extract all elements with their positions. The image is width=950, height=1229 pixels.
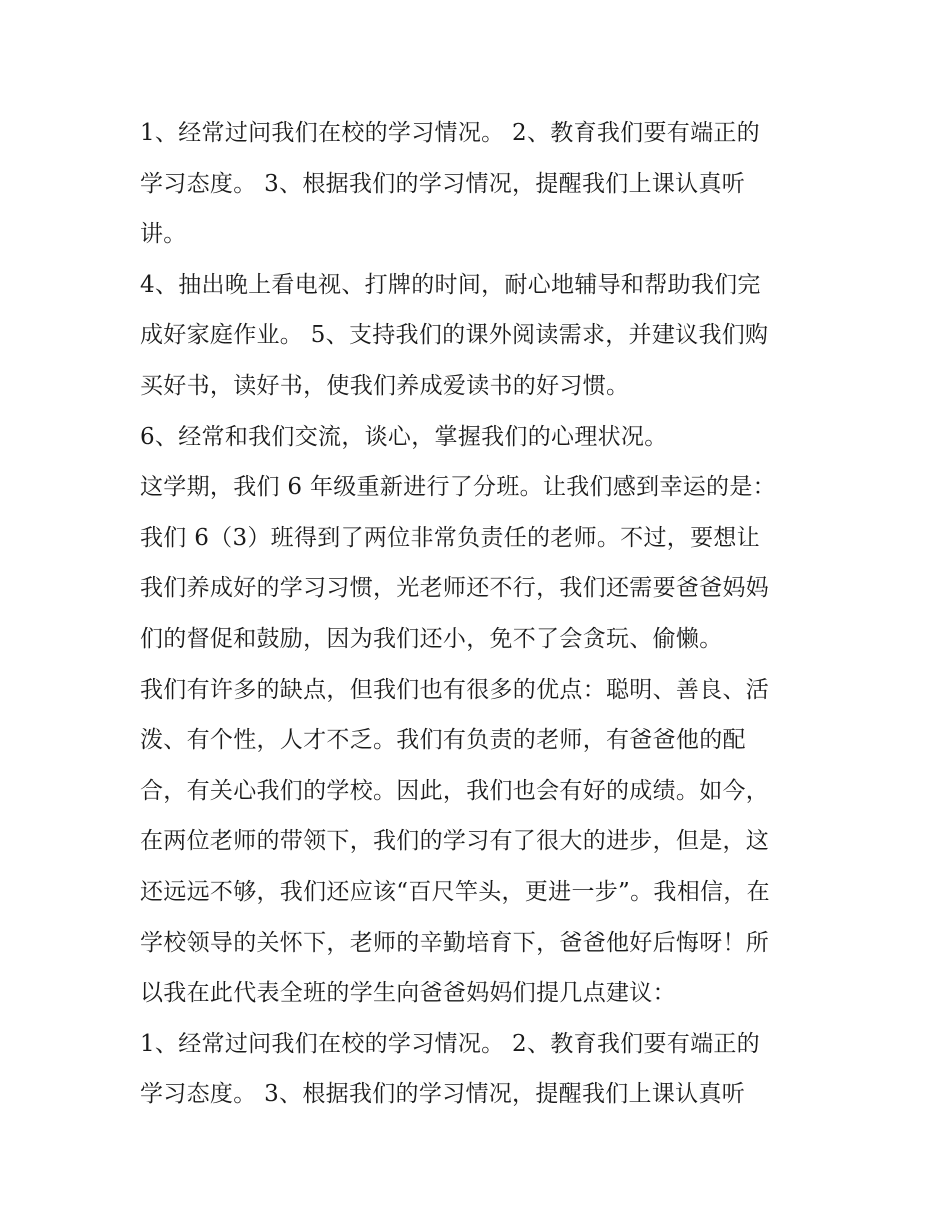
text-line: 这学期，我们 6 年级重新进行了分班。让我们感到幸运的是： bbox=[140, 474, 776, 501]
text-line: 泼、有个性，人才不乏。我们有负责的老师，有爸爸他的配 bbox=[140, 727, 746, 754]
text-line: 学习态度。 3、根据我们的学习情况，提醒我们上课认真听 bbox=[140, 170, 746, 197]
text-line: 6、经常和我们交流，谈心，掌握我们的心理状况。 bbox=[140, 423, 668, 450]
text-line: 买好书，读好书，使我们养成爱读书的好习惯。 bbox=[140, 372, 630, 399]
text-line: 以我在此代表全班的学生向爸爸妈妈们提几点建议： bbox=[140, 980, 676, 1007]
text-line: 讲。 bbox=[140, 221, 187, 248]
document-body bbox=[140, 108, 830, 1120]
text-line: 在两位老师的带领下，我们的学习有了很大的进步，但是，这 bbox=[140, 828, 770, 855]
text-line: 学习态度。 3、根据我们的学习情况，提醒我们上课认真听 bbox=[140, 1081, 746, 1108]
text-line: 合，有关心我们的学校。因此，我们也会有好的成绩。如今， bbox=[140, 777, 770, 804]
text-line: 我们 6（3）班得到了两位非常负责任的老师。不过，要想让 bbox=[140, 524, 760, 551]
text-line: 还远远不够，我们还应该“百尺竿头，更进一步”。我相信，在 bbox=[140, 878, 770, 905]
text-line: 我们养成好的学习习惯，光老师还不行，我们还需要爸爸妈妈 bbox=[140, 575, 770, 602]
text-line: 1、经常过问我们在校的学习情况。 2、教育我们要有端正的 bbox=[140, 120, 760, 146]
text-line: 们的督促和鼓励，因为我们还小，免不了会贪玩、偷懒。 bbox=[140, 625, 723, 652]
text-line: 4、抽出晚上看电视、打牌的时间，耐心地辅导和帮助我们完 bbox=[140, 271, 761, 298]
text-line: 成好家庭作业。 5、支持我们的课外阅读需求，并建议我们购 bbox=[140, 322, 769, 349]
text-line: 1、经常过问我们在校的学习情况。 2、教育我们要有端正的 bbox=[140, 1030, 760, 1057]
text-line: 我们有许多的缺点，但我们也有很多的优点：聪明、善良、活 bbox=[140, 676, 770, 703]
text-line: 学校领导的关怀下，老师的辛勤培育下，爸爸他好后悔呀！所 bbox=[140, 929, 770, 956]
